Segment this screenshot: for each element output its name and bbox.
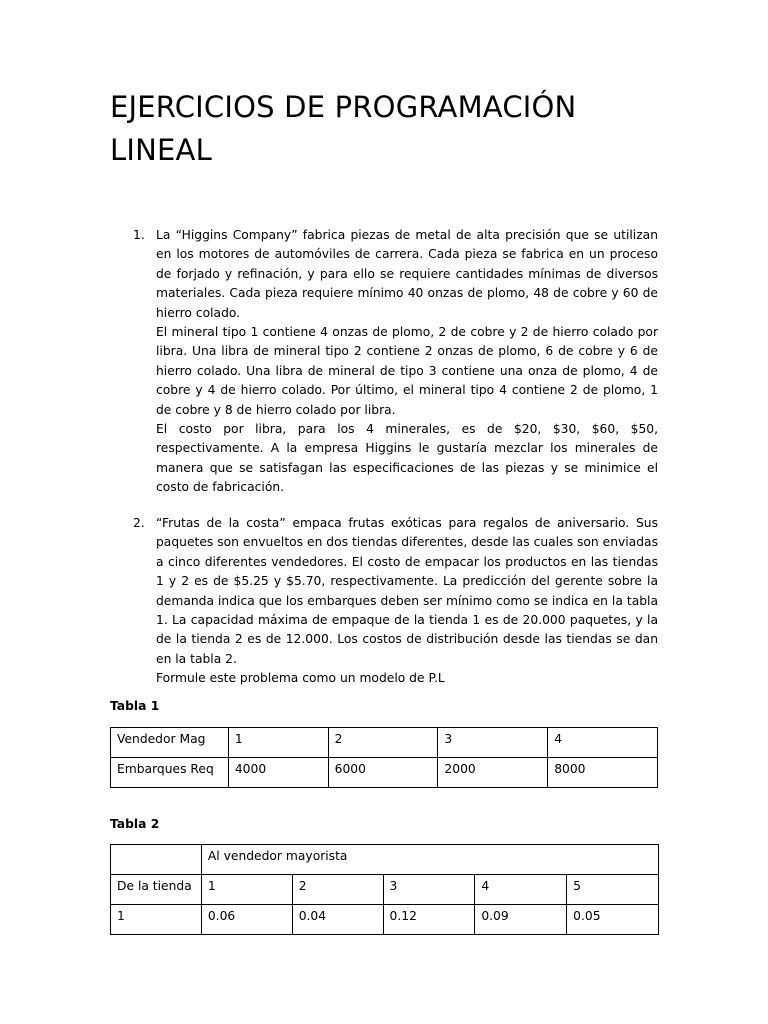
problem-1: [156, 226, 658, 498]
table-cell: 0.12: [383, 905, 475, 935]
table-cell: De la tienda: [111, 875, 202, 905]
table-cell: 4: [548, 728, 658, 758]
table-row: [111, 845, 659, 875]
table-cell: 6000: [328, 758, 438, 788]
table-cell: 2: [328, 728, 438, 758]
table-row: [111, 728, 658, 758]
table-cell: 1: [228, 728, 328, 758]
problem-1-paragraph-1: La “Higgins Company” fabrica piezas de metal de alta precisión que se utilizan en los motores de automóviles de carrera. Cada pieza se fabrica en un proceso de forjado y refinación, y para ello se requiere cantidades mínimas de diversos materiales. Cada pieza requiere mínimo 40 onzas de plomo, 48 de cobre y 60 de hierro colado.: [156, 228, 658, 320]
table-1: [110, 727, 658, 788]
table-1-label: Tabla 1: [110, 699, 160, 713]
table-row: [111, 905, 659, 935]
table-cell: 2: [292, 875, 383, 905]
problem-2-paragraph-2: Formule este problema como un modelo de P.L: [156, 671, 445, 686]
table-cell: Vendedor Mag: [111, 728, 229, 758]
table-cell: 4: [475, 875, 567, 905]
table-cell: 5: [567, 875, 659, 905]
table-cell: 1: [111, 905, 202, 935]
table-cell: Embarques Req: [111, 758, 229, 788]
problem-1-number: 1.: [133, 228, 145, 242]
problem-1-paragraph-3: El costo por libra, para los 4 minerales, es de $20, $30, $60, $50, respectivamente. A la empresa Higgins le gustaría mezclar los minerales de manera que se satisfagan las especificaciones de las piezas y se minimice el costo de fabricación.: [156, 422, 658, 495]
table-2-label: Tabla 2: [110, 817, 160, 831]
table-cell: 2000: [438, 758, 548, 788]
table-cell: 0.05: [567, 905, 659, 935]
table-cell: 8000: [548, 758, 658, 788]
table-row: [111, 758, 658, 788]
table-cell-empty: [111, 845, 202, 875]
table-header-span: Al vendedor mayorista: [201, 845, 658, 875]
table-cell: 3: [383, 875, 475, 905]
table-cell: 0.04: [292, 905, 383, 935]
problem-2-paragraph-1: “Frutas de la costa” empaca frutas exóticas para regalos de aniversario. Sus paquetes son envueltos en dos tiendas diferentes, desde las cuales son enviadas a cinco diferentes vendedores. El costo de empacar los productos en las tiendas 1 y 2 es de $5.25 y $5.70, respectivamente. La predicción del gerente sobre la demanda indica que los embarques deben ser mínimo como se indica en la tabla 1. La capacidad máxima de empaque de la tienda 1 es de 20.000 paquetes, y la de la tienda 2 es de 12.000. Los costos de distribución desde las tiendas se dan en la tabla 2.: [156, 516, 658, 666]
table-cell: 3: [438, 728, 548, 758]
problem-2-number: 2.: [133, 516, 145, 530]
table-cell: 0.09: [475, 905, 567, 935]
problem-1-paragraph-2: El mineral tipo 1 contiene 4 onzas de plomo, 2 de cobre y 2 de hierro colado por libra. Una libra de mineral tipo 2 contiene 2 onzas de plomo, 6 de cobre y 6 de hierro colado. Una libra de mineral de tipo 3 contiene una onza de plomo, 4 de cobre y 4 de hierro colado. Por último, el mineral tipo 4 contiene 2 de plomo, 1 de cobre y 8 de hierro colado por libra.: [156, 325, 658, 417]
table-row: [111, 875, 659, 905]
table-cell: 0.06: [201, 905, 292, 935]
table-cell: 4000: [228, 758, 328, 788]
problem-2: [156, 514, 658, 689]
page-title: EJERCICIOS DE PROGRAMACIÓN LINEAL: [110, 90, 577, 167]
table-cell: 1: [201, 875, 292, 905]
table-2: [110, 844, 659, 935]
